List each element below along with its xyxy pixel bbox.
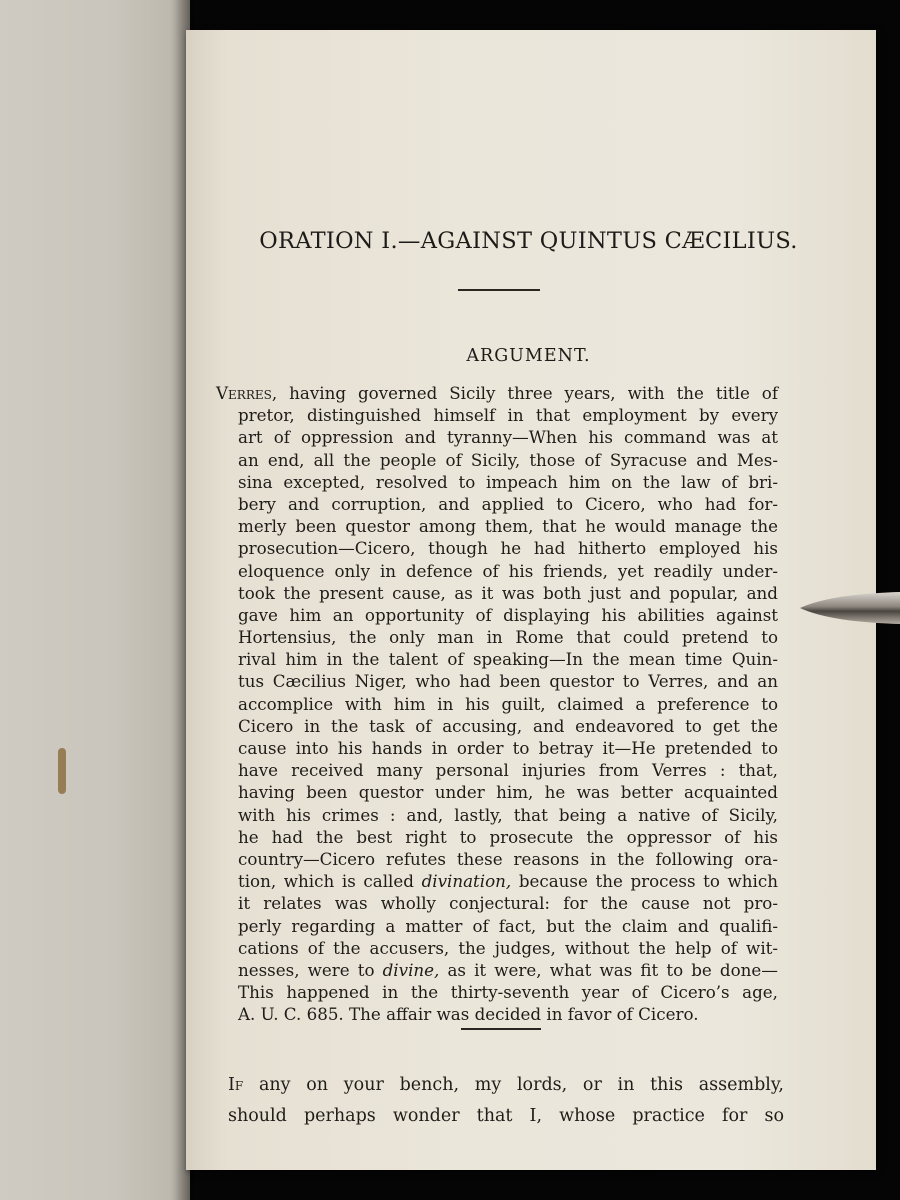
argument-line: bery and corruption, and applied to Cicero, who had for- bbox=[238, 493, 778, 514]
page-title: ORATION I.—AGAINST QUINTUS CÆCILIUS. bbox=[259, 228, 798, 254]
cover-stain bbox=[58, 748, 66, 794]
argument-line: Hortensius, the only man in Rome that could pretend to bbox=[238, 627, 778, 648]
oration-lead-word: If bbox=[228, 1075, 244, 1095]
argument-line: cations of the accusers, the judges, without the help of wit- bbox=[238, 937, 778, 958]
book-page bbox=[186, 30, 876, 1170]
argument-line: art of oppression and tyranny—When his command was at bbox=[238, 427, 778, 448]
argument-line: he had the best right to prosecute the oppressor of his bbox=[238, 826, 778, 847]
oration-text bbox=[228, 1070, 784, 1132]
argument-line: have received many personal injuries from Verres : that, bbox=[238, 760, 778, 781]
argument-line: pretor, distinguished himself in that employment by every bbox=[238, 405, 778, 426]
argument-lead-word: Verres, bbox=[216, 383, 278, 403]
argument-line-text: because the process to which bbox=[511, 871, 778, 892]
argument-line: it relates was wholly conjectural: for the cause not pro- bbox=[238, 893, 778, 914]
argument-line: prosecution—Cicero, though he had hitherto employed his bbox=[238, 538, 778, 559]
argument-line: merly been questor among them, that he would manage the bbox=[238, 516, 778, 537]
argument-line-text: tion, which is called bbox=[238, 871, 422, 892]
italic-term: divination, bbox=[421, 871, 512, 892]
argument-line: tus Cæcilius Niger, who had been questor to Verres, and an bbox=[238, 671, 778, 692]
argument-line: rival him in the talent of speaking—In the mean time Quin- bbox=[238, 649, 778, 670]
argument-line: This happened in the thirty-seventh year of Cicero’s age, bbox=[238, 982, 778, 1003]
argument-line: eloquence only in defence of his friends, yet readily under- bbox=[238, 560, 778, 581]
section-rule bbox=[461, 1028, 541, 1030]
argument-line: A. U. C. 685. The affair was decided in favor of Cicero. bbox=[238, 1004, 699, 1025]
argument-heading: ARGUMENT. bbox=[466, 346, 591, 366]
argument-line: sina excepted, resolved to impeach him on the law of bri- bbox=[238, 471, 778, 492]
argument-line: country—Cicero refutes these reasons in the following ora- bbox=[238, 848, 778, 869]
oration-line-text: any on your bench, my lords, or in this assembly, bbox=[243, 1075, 784, 1095]
page-pointer-blade bbox=[800, 590, 900, 626]
argument-line-text: nesses, were to bbox=[238, 959, 383, 980]
argument-line: took the present cause, as it was both just and popular, and bbox=[238, 582, 778, 603]
argument-line: gave him an opportunity of displaying his abilities against bbox=[238, 604, 778, 625]
argument-line: cause into his hands in order to betray it—He pretended to bbox=[238, 738, 778, 758]
italic-term: divine, bbox=[382, 959, 440, 980]
argument-line-text: having governed Sicily three years, with the title of bbox=[277, 383, 778, 403]
argument-line-text: as it were, what was fit to be done— bbox=[439, 959, 778, 980]
argument-line: having been questor under him, he was better acquainted bbox=[238, 782, 778, 803]
argument-line bbox=[216, 382, 778, 404]
oration-line: should perhaps wonder that I, whose practice for so bbox=[228, 1106, 784, 1126]
argument-line: accomplice with him in his guilt, claimed a preference to bbox=[238, 693, 778, 714]
argument-line bbox=[216, 870, 778, 892]
oration-line bbox=[228, 1070, 784, 1101]
book-cover-board bbox=[0, 0, 190, 1200]
argument-line: Cicero in the task of accusing, and endeavored to get the bbox=[238, 715, 778, 736]
argument-line bbox=[216, 959, 778, 981]
argument-line: perly regarding a matter of fact, but the claim and qualifi- bbox=[238, 915, 778, 936]
argument-line: an end, all the people of Sicily, those of Syracuse and Mes- bbox=[238, 449, 778, 470]
title-rule bbox=[458, 289, 540, 291]
argument-line: with his crimes : and, lastly, that being a native of Sicily, bbox=[238, 804, 778, 825]
argument-paragraph bbox=[216, 382, 778, 1025]
